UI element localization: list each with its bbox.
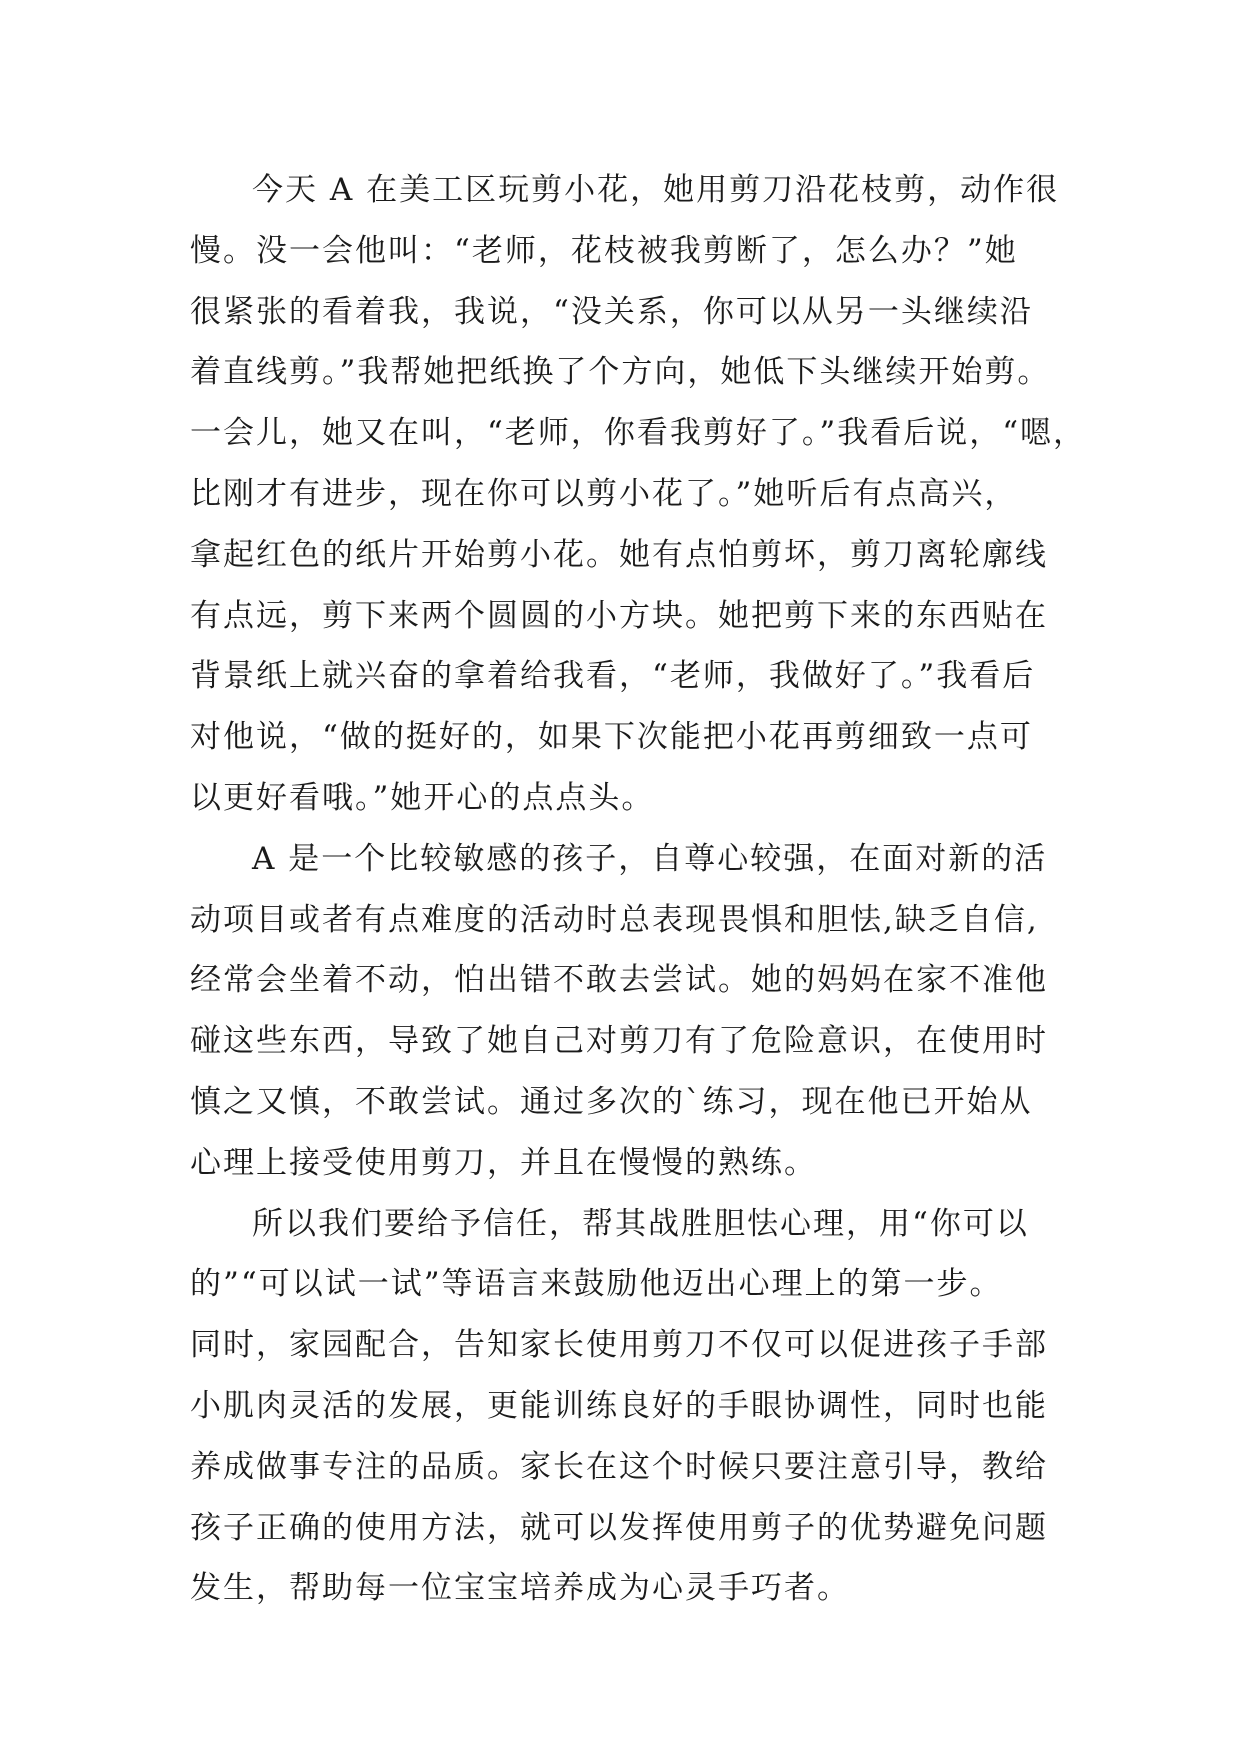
text-line: 对他说，“做的挺好的，如果下次能把小花再剪细致一点可 [190, 719, 1033, 756]
text-line: 经常会坐着不动，怕出错不敢去尝试。她的妈妈在家不准他 [190, 962, 1048, 999]
text-line: 小肌肉灵活的发展，更能训练良好的手眼协调性，同时也能 [190, 1387, 1048, 1424]
text-line: 比刚才有进步，现在你可以剪小花了。”她听后有点高兴， [190, 475, 1018, 512]
text-line: 养成做事专注的品质。家长在这个时候只要注意引导，教给 [190, 1448, 1048, 1485]
text-line: 同时，家园配合，告知家长使用剪刀不仅可以促进孩子手部 [190, 1327, 1048, 1364]
text-line: 所以我们要给予信任，帮其战胜胆怯心理，用“你可以 [252, 1205, 1029, 1242]
text-line: 慎之又慎，不敢尝试。通过多次的`练习，现在他已开始从 [190, 1083, 1033, 1120]
text-line: 的”“可以试一试”等语言来鼓励他迈出心理上的第一步。 [190, 1266, 1003, 1303]
text-line: 碰这些东西，导致了她自己对剪刀有了危险意识，在使用时 [190, 1023, 1048, 1060]
text-line: 心理上接受使用剪刀，并且在慢慢的熟练。 [190, 1144, 817, 1181]
document-body [190, 160, 1087, 1619]
text-line: 慢。没一会他叫：“老师，花枝被我剪断了，怎么办？”她 [190, 232, 1018, 269]
text-line: A 是一个比较敏感的孩子，自尊心较强，在面对新的活 [252, 840, 1048, 877]
text-line: 很紧张的看着我，我说，“没关系，你可以从另一头继续沿 [190, 293, 1033, 330]
text-line: 发生，帮助每一位宝宝培养成为心灵手巧者。 [190, 1570, 850, 1607]
text-line: 背景纸上就兴奋的拿着给我看，“老师，我做好了。”我看后 [190, 658, 1036, 695]
paragraph-1 [190, 160, 1087, 829]
paragraph-3 [190, 1194, 1060, 1620]
text-line: 一会儿，她又在叫，“老师，你看我剪好了。”我看后说，“嗯， [190, 415, 1087, 452]
text-line: 动项目或者有点难度的活动时总表现畏惧和胆怯,缺乏自信, [190, 901, 1039, 938]
text-line: 以更好看哦。”她开心的点点头。 [190, 779, 655, 816]
text-line: 有点远，剪下来两个圆圆的小方块。她把剪下来的东西贴在 [190, 597, 1048, 634]
text-line: 今天 A 在美工区玩剪小花，她用剪刀沿花枝剪，动作很 [252, 172, 1060, 208]
text-line: 着直线剪。”我帮她把纸换了个方向，她低下头继续开始剪。 [190, 354, 1051, 391]
paragraph-2 [190, 829, 1060, 1194]
text-line: 拿起红色的纸片开始剪小花。她有点怕剪坏，剪刀离轮廓线 [190, 536, 1048, 573]
text-line: 孩子正确的使用方法，就可以发挥使用剪子的优势避免问题 [190, 1509, 1048, 1546]
